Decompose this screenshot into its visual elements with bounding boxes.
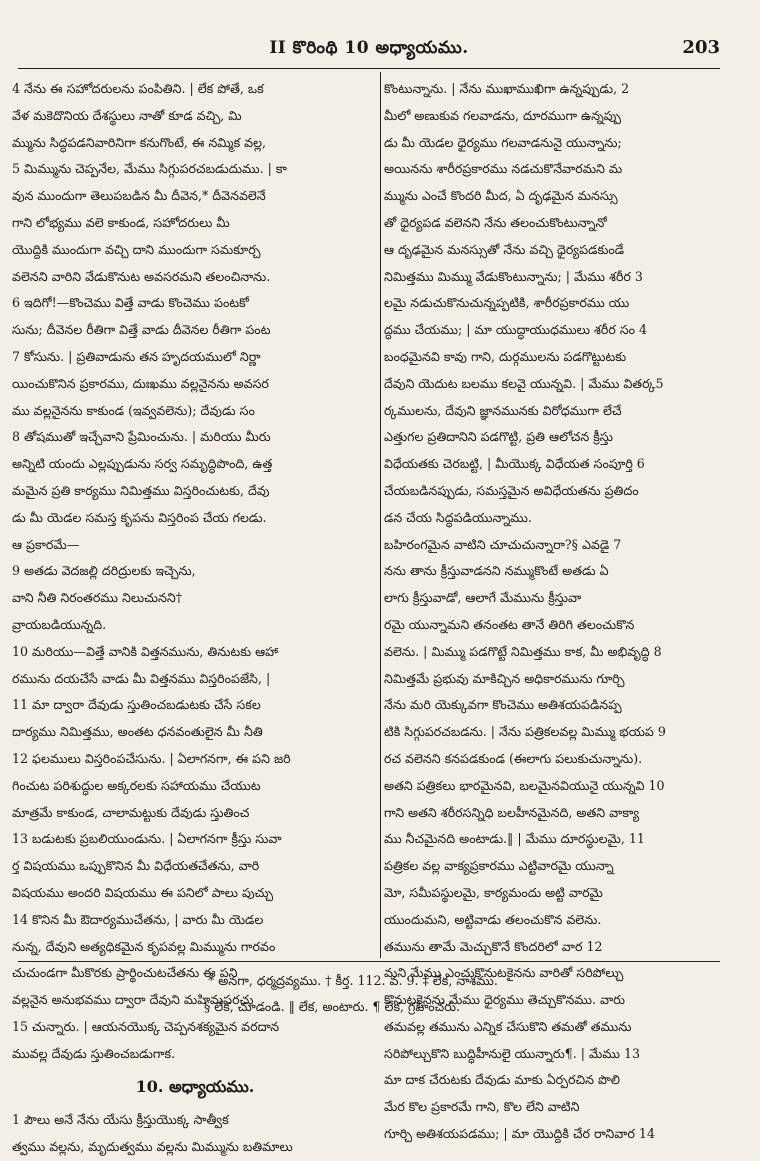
text-line: అయినను శారీరప్రకారము నడచుకొనేవారమని మ: [384, 161, 623, 177]
text-line: చుచుండగా మీకొరకు ప్రార్థించుటచేతను ఈ పని: [12, 965, 238, 981]
text-line: మా దాక చేరుటకు దేవుడు మాకు ఏర్పరచిన పొలి: [384, 1072, 621, 1088]
text-line: పత్రికల వల్ల వాక్యప్రకారము ఎట్టివారమై యున్నా: [384, 858, 614, 874]
text-line: వలెను. | మిమ్ము పడగొట్టే నిమిత్తము కాక, మీ అభివృద్ధి 8: [384, 643, 662, 659]
text-line: 14 కొనిన మీ ఔదార్యముచేతను, | వారు మీ యెడల: [12, 911, 264, 927]
text-line: 12 ఫలములు విస్తరింపచేసును. | ఏలాగనగా, ఈ పని జరి: [12, 750, 291, 766]
text-line: నున్న, దేవుని అత్యధికమైన కృపవల్ల మిమ్మును గారవం: [12, 938, 276, 954]
text-line: ము నీచమైనది అంటాడు.‖ | మేము దూరస్థులమై, 11: [384, 831, 645, 847]
running-title: II కొరింథి 10 అధ్యాయము.: [269, 38, 469, 58]
text-line: లమై నడుచుకొనుచున్నప్పటికి, శారీరప్రకారము యు: [384, 295, 630, 311]
text-line: వేళ మకెదొనియ దేశస్థులు నాతో కూడ వచ్చి, మి: [12, 107, 242, 123]
text-line: రమై యున్నామని తనంతట తానే తిరిగి తలంచుకొన: [384, 616, 635, 632]
text-line: టికి సిగ్గుపరచబడను. | నేను పత్రికలవల్ల మిమ్ము భయప 9: [384, 724, 666, 740]
text-line: ఎత్తుగల ప్రతిదానిని పడగొట్టి, ప్రతి ఆలోచన క్రీస్తు: [384, 429, 613, 445]
text-line: యుందుమని, అట్టివాడు తలంచుకొన వలెను.: [384, 911, 602, 927]
text-line: గూర్చి అతిశయపడము; | మా యొద్దికి చేర రానివార 14: [384, 1126, 655, 1142]
text-line: ర్త విషయము ఒప్పుకొనిన మీ విధేయతచేతను, వారి: [12, 858, 260, 874]
column-divider: [380, 72, 381, 958]
text-line: మాత్రమే కాకుండ, చాలామట్టుకు దేవుడు స్తుతించ: [12, 804, 250, 820]
text-line: మ్మును సిద్ధపడనివారినిగా కనుగొంటే, ఈ నమ్మిక వల్ల,: [12, 134, 267, 150]
text-line: దార్యము నిమిత్తము, అంతట ధనవంతులైన మీ నీతి: [12, 724, 263, 740]
text-line: వలెనని వారిని వేడుకొనుట అవసరమని తలంచినాను.: [12, 268, 271, 284]
text-line: మీలో అణుకువ గలవాడను, దూరముగా ఉన్నప్పు: [384, 107, 621, 123]
text-line: కొంటున్నాను. | నేను ముఖాముఖిగా ఉన్నప్పుడు, 2: [384, 81, 630, 96]
text-line: లాగు క్రీస్తువాడో, ఆలాగే మేమును క్రీస్తువా: [384, 590, 582, 606]
page-number: 203: [682, 37, 720, 58]
text-line: గాని అతని శరీరసన్నిధి బలహీనమైనది, అతని వాక్యా: [384, 804, 640, 820]
text-line: బహిరంగమైన వాటిని చూచుచున్నారా?§ ఎవడై 7: [384, 536, 622, 552]
text-line: సరిపోల్చుకొని బుద్ధిహీనులై యున్నారు¶. | మేము 13: [384, 1045, 641, 1061]
text-line: రచ వలెనని కనపడకుండ (ఈలాగు పలుకుచున్నాను).: [384, 750, 643, 766]
text-line: ఆ ప్రకారమే—: [12, 536, 80, 552]
text-line: యించుకొనిన ప్రకారము, దుఃఖము వల్లనైనను అవసర: [12, 375, 269, 391]
text-line: వల్లనైన అనుభవము ద్వారా దేవుని మహిమపరచు: [12, 992, 254, 1008]
text-line: 15 చున్నారు. | ఆయనయొక్క చెప్పనశక్యమైన వరదాన: [12, 1018, 280, 1034]
text-line: విధేయతకు చెరబట్టి, | మీయొక్క విధేయత సంపూర్తి 6: [384, 456, 645, 472]
text-line: యొద్దికి ముందుగా వచ్చి దాని ముందుగా సమకూర్చ: [12, 241, 261, 257]
text-line: మని మేము ఎంచుకొనుటకైనను వారితో సరిపోల్చు: [384, 965, 624, 981]
text-line: వాని నీతి నిరంతరము నిలుచునని†: [12, 590, 183, 606]
footnote-divider: [18, 961, 720, 962]
text-line: వ్రాయబడియున్నది.: [12, 616, 107, 632]
text-line: తమవల్ల తమును ఎన్నిక చేసుకొని తమతో తమును: [384, 1018, 632, 1034]
text-line: 6 ఇదిగో!—కొంచెము విత్తే వాడు కొంచెము పంటకో: [12, 295, 249, 311]
text-line: బంధమైనవి కావు గాని, దుర్గములను పడగొట్టుటకు: [384, 348, 627, 364]
text-line: నను తాను క్రీస్తువాడనని నమ్ముకొంటే అతడు ఏ: [384, 563, 609, 579]
text-line: నిమిత్తమే ప్రభువు మాకిచ్చిన అధికారమును గూర్చి: [384, 670, 625, 686]
text-line: అతని పత్రికలు భారమైనవి, బలమైనవియునై యున్నవి 10: [384, 777, 665, 793]
text-line: 1 పౌలు అనే నేను యేసు క్రీస్తుయొక్క సాత్వీక: [12, 1112, 229, 1128]
text-line: గాని లోభ్యము వలె కాకుండ, సహోదరులు మీ: [12, 214, 230, 230]
text-line: రమును దయచేసే వాడు మీ విత్తనము విస్తరింపజేసి, |: [12, 670, 271, 686]
text-line: వున ముందుగా తెలుపబడిన మీ దీవెన,* దీవెనవలెనే: [12, 188, 266, 204]
footnote-line: § లేక, చూడండి. ‖ లేక, అంటారు. ¶ లేక, గ్రహించరు.: [204, 999, 461, 1014]
text-line: నిమిత్తము మిమ్ము వేడుకొంటున్నాను; | మేము శరీర 3: [384, 268, 643, 284]
right-column: [384, 76, 724, 1142]
text-line: మువల్ల దేవుడు స్తుతించబడుగాక.: [12, 1045, 176, 1061]
text-line: ర్కములను, దేవుని జ్ఞానమునకు విరోధముగా లేచే: [384, 402, 622, 418]
text-line: 13 బడుటకు ప్రబలియుండును. | ఏలాగనగా క్రీస్తు సువా: [12, 831, 282, 847]
text-line: మ్మును ఎంచే కొందరి మీద, ఏ దృఢమైన మనస్సు: [384, 188, 618, 204]
text-line: మో, సమీపస్థులమై, కార్యమందు అట్టి వారమై: [384, 884, 603, 900]
text-line: త్వము వల్లను, మృదుత్వము వల్లను మిమ్మును బతిమాలు: [12, 1139, 293, 1155]
text-line: డు మీ యెడల సమస్త కృపను విస్తరింప చేయ గలడు.: [12, 509, 267, 525]
text-line: 7 కోసును. | ప్రతివాడును తన హృదయములో నిర్ణా: [12, 348, 261, 364]
text-line: 11 మా ద్వారా దేవుడు స్తుతించబడుటకు చేసే సకల: [12, 697, 261, 713]
text-line: చేయబడినప్పుడు, సమస్తమైన అవిధేయతను ప్రతిదం: [384, 482, 639, 498]
text-line: ము వల్లనైనను కాకుండ (ఇవ్వవలెను); దేవుడు సం: [12, 402, 255, 418]
text-line: 9 అతడు వెదజల్లి దరిద్రులకు ఇచ్చెను,: [12, 563, 196, 579]
text-line: 5 మిమ్మును చెప్పనేల, మేము సిగ్గుపరచబడుదుము. | కా: [12, 161, 287, 177]
text-line: నేను మరి యెక్కువగా కొంచెము అతిశయపడినప్ప: [384, 697, 622, 713]
footnotes: [18, 968, 720, 1020]
text-line: డన చేయ సిద్ధపడియున్నాము.: [384, 509, 532, 525]
text-line: మమైన ప్రతి కార్యము నిమిత్తము విస్తరించుటకు, దేవు: [12, 482, 270, 498]
text-line: విషయము అందరి విషయము ఈ పనిలో పాలు పుచ్చు: [12, 884, 274, 900]
text-line: గించుట పరిశుద్ధుల అక్కరలకు సహాయము చేయుట: [12, 777, 261, 793]
text-line: ఆ దృఢమైన మనస్సుతో నేను వచ్చి ధైర్యపడకుండే: [384, 241, 625, 257]
text-line: డు మీ యెడల ధైర్యము గలవాడనునై యున్నాను;: [384, 134, 622, 150]
text-line: 4 నేను ఈ సహోదరులను పంపితిని. | లేక పోతే, ఒక: [12, 81, 264, 96]
chapter-heading: 10. అధ్యాయము.: [135, 1077, 255, 1097]
text-line: అన్నిటి యందు ఎల్లప్పుడును సర్వ సమృద్ధిపొంది, ఉత్త: [12, 456, 273, 472]
footnote-line: * అనగా, ధర్మద్రవ్యము. † కీర్త. 112. వ. 9. ‡ లేక, నాశము.: [208, 973, 498, 988]
page-header: [18, 34, 720, 69]
text-line: దేవుని యెదుట బలము కలవై యున్నవి. | మేము వితర్క5: [384, 375, 664, 391]
text-line: కొనుటకైనను మేము ధైర్యము తెచ్చుకొనము. వారు: [384, 992, 626, 1008]
text-line: ద్ధము చేయము; | మా యుద్ధాయుధములు శరీర సం 4: [384, 322, 648, 338]
text-line: మేర కొల ప్రకారమే గాని, కొల లేని వాటిని: [384, 1099, 580, 1115]
text-line: 10 మరియు—విత్తే వానికి విత్తనమును, తినుటకు ఆహా: [12, 643, 279, 659]
text-line: సును; దీవెనల రీతిగా విత్తే వాడు దీవెనల రీతిగా పంట: [12, 322, 271, 338]
text-line: తమును తామే మెచ్చుకొనే కొందరిలో వార 12: [384, 938, 603, 954]
text-line: 8 తోషముతో ఇచ్చేవాని ప్రేమించును. | మరియు మీరు: [12, 429, 271, 445]
text-line: తో ధైర్యపడ వలెనని నేను తలంచుకొంటున్నానో: [384, 214, 607, 230]
